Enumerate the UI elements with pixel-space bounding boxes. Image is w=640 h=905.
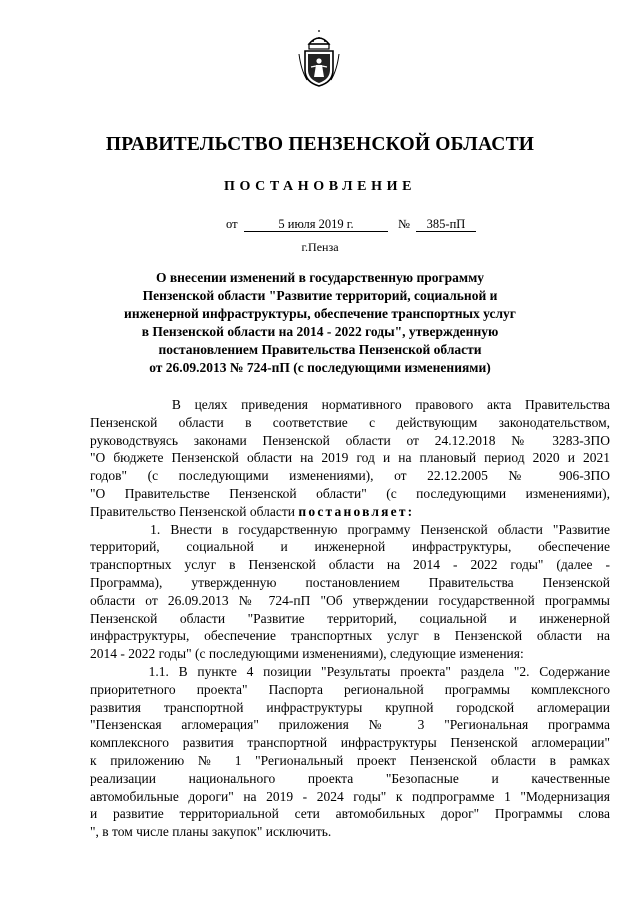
body-line: 1.1. В пункте 4 позиции "Результаты проекта" раздела "2. Содержание: [90, 663, 610, 679]
body-line: "О Правительстве Пензенской области" (с последующими изменениями),: [90, 485, 610, 501]
document-number: 385-пП: [416, 217, 476, 232]
body-line: годов" (с последующими изменениями), от 22.12.2005 № 906-ЗПО: [90, 468, 610, 484]
subject-line: Пензенской области "Развитие территорий, социальной и: [142, 288, 498, 303]
body-line: области от 26.09.2013 № 724-пП "Об утверждении государственной программы: [90, 592, 610, 608]
body-line: Программа), утвержденную постановлением Правительства Пензенской: [90, 574, 610, 590]
body-line: развития транспортной инфраструктуры крупной городской агломерации: [90, 699, 610, 715]
subject-line: постановлением Правительства Пензенской области: [158, 342, 482, 357]
resolution-line: [90, 503, 610, 521]
body-line: руководствуясь законами Пензенской области от 24.12.2018 № 3283-ЗПО: [90, 432, 610, 448]
body-line: В целях приведения нормативного правового акта Правительства: [90, 397, 610, 412]
number-prefix: №: [398, 217, 410, 231]
subject-line: О внесении изменений в государственную программу: [155, 270, 485, 285]
body-line: инфраструктуры, обеспечение транспортных услуг в Пензенской области на: [90, 628, 610, 644]
city: г.Пенза: [301, 240, 339, 254]
body-line: и развитие территориальной сети автомобильных дорог" Программы слова: [90, 806, 610, 822]
body-line: 2014 - 2022 годы" (с последующими изменениями), следующие изменения:: [90, 646, 524, 662]
body-line: автомобильные дороги" на 2019 - 2024 годы" к подпрограмме 1 "Модернизация: [90, 788, 610, 804]
body-line: 1. Внести в государственную программу Пензенской области "Развитие: [90, 521, 610, 537]
document-body: [90, 396, 610, 841]
body-line: к приложению № 1 "Региональный проект Пензенской области в рамках: [90, 752, 610, 768]
subject-line: от 26.09.2013 № 724-пП (с последующими изменениями): [149, 360, 491, 375]
date-prefix: от: [226, 217, 238, 231]
body-line: Пензенской области в соответствие с действующим законодательством,: [90, 414, 610, 430]
resolves-word: постановляет:: [298, 503, 415, 519]
body-line: территорий, социальной и инженерной инфраструктуры, обеспечение: [90, 539, 610, 555]
body-line: "О бюджете Пензенской области на 2019 год и на плановый период 2020 и 2021: [90, 450, 610, 466]
penza-coat-of-arms-icon: [298, 30, 340, 88]
subject-line: в Пензенской области на 2014 - 2022 годы", утвержденную: [141, 324, 499, 339]
body-line: комплексного развития транспортной инфраструктуры Пензенской агломерации": [90, 735, 610, 751]
resolution-prefix: Правительство Пензенской области: [90, 503, 299, 519]
body-line: Пензенской области "Развитие территорий, социальной и инженерной: [90, 610, 610, 626]
government-title: ПРАВИТЕЛЬСТВО ПЕНЗЕНСКОЙ ОБЛАСТИ: [105, 134, 535, 155]
body-line: приоритетного проекта" Паспорта региональной программы комплексного: [90, 681, 610, 697]
subject-line: инженерной инфраструктуры, обеспечение транспортных услуг: [124, 306, 516, 321]
body-line: ", в том числе планы закупок" исключить.: [90, 824, 332, 840]
body-line: реализации национального проекта "Безопасные и качественные: [90, 770, 610, 786]
body-line: транспортных услуг в Пензенской области на 2014 - 2022 годы" (далее -: [90, 557, 610, 573]
document-date: 5 июля 2019 г.: [244, 217, 388, 232]
document-subject: [110, 269, 530, 377]
body-line: "Пензенская агломерация" приложения № 3 "Региональная программа: [90, 717, 610, 733]
document-type: ПОСТАНОВЛЕНИЕ: [223, 179, 417, 194]
